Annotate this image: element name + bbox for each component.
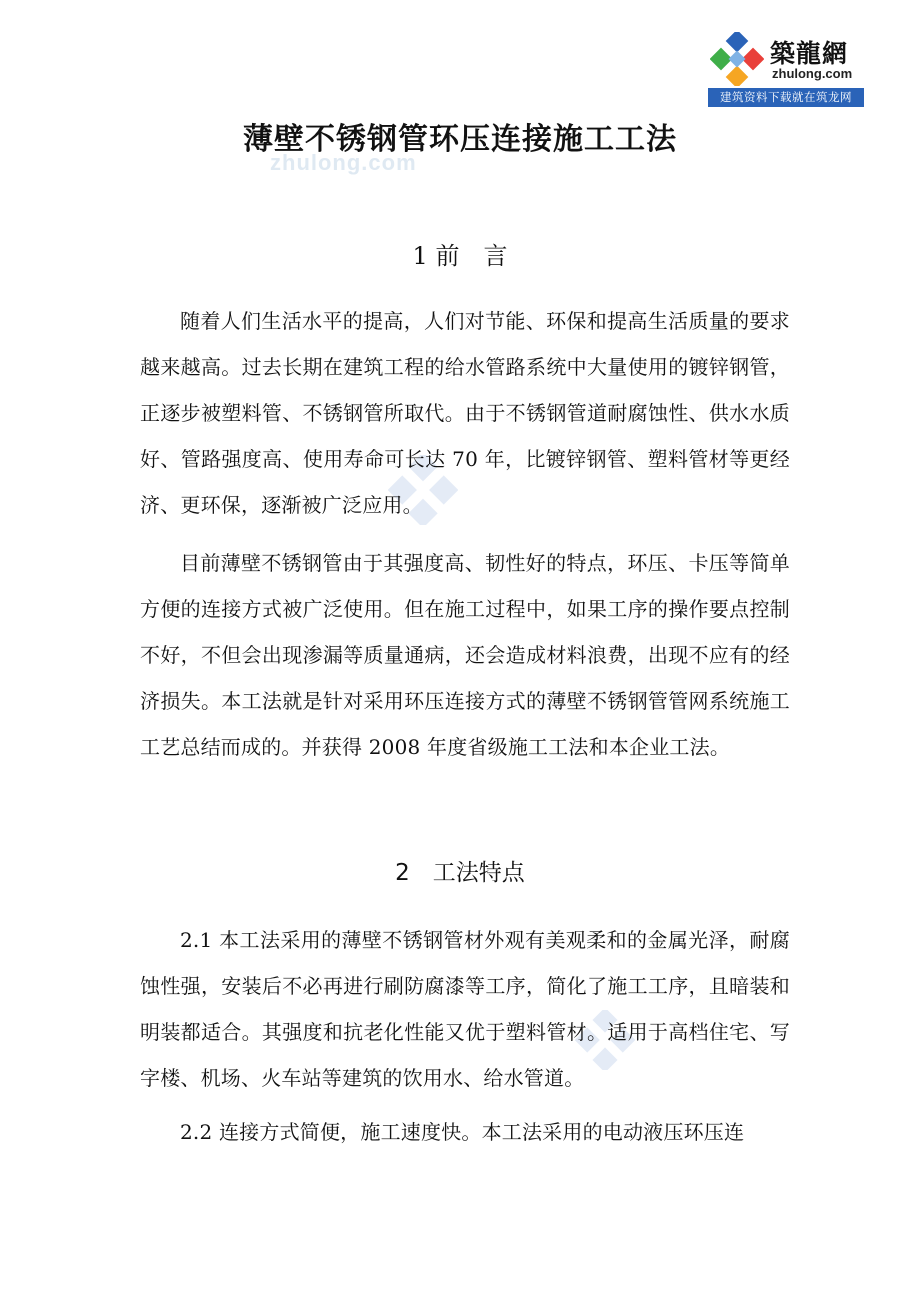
section-heading-features: 2 工法特点 [395, 860, 525, 886]
logo-banner: 建筑资料下载就在筑龙网 [708, 88, 864, 107]
paragraph-1: 随着人们生活水平的提高，人们对节能、环保和提高生活质量的要求越来越高。过去长期在建筑工程的给水管路系统中大量使用的镀锌钢管，正逐步被塑料管、不锈钢管所取代。由于不锈钢管道耐腐蚀性、供水水质好、管路强度高、使用寿命可长达 70 年，比镀锌钢管、塑料管材等更经济、更环保，逐渐被广泛应用。 [140, 309, 790, 517]
paragraph-2-2: 2.2 连接方式简便，施工速度快。本工法采用的电动液压环压连 [180, 1120, 745, 1144]
section-heading-preface: 1 前 言 [412, 242, 508, 270]
paragraph-2: 目前薄壁不锈钢管由于其强度高、韧性好的特点，环压、卡压等简单方便的连接方式被广泛使用。但在施工过程中，如果工序的操作要点控制不好，不但会出现渗漏等质量通病，还会造成材料浪费，出现不应有的经济损失。本工法就是针对采用环压连接方式的薄壁不锈钢管管网系统施工工艺总结而成的。并获得 2008 年度省级施工工法和本企业工法。 [140, 551, 790, 759]
watermark-text: zhulong.com [270, 150, 417, 175]
paragraph-2-1: 2.1 本工法采用的薄壁不锈钢管材外观有美观柔和的金属光泽，耐腐蚀性强，安装后不必再进行刷防腐漆等工序，简化了施工工序，且暗装和明装都适合。其强度和抗老化性能又优于塑料管材。适用于高档住宅、写字楼、机场、火车站等建筑的饮用水、给水管道。 [140, 928, 790, 1090]
document-title: 薄壁不锈钢管环压连接施工工法 [243, 122, 677, 157]
logo-diamond-icon [710, 32, 764, 86]
logo-name-cn: 築龍網 [770, 39, 849, 68]
logo-name-en: zhulong.com [772, 66, 853, 81]
zhulong-logo [708, 28, 864, 108]
